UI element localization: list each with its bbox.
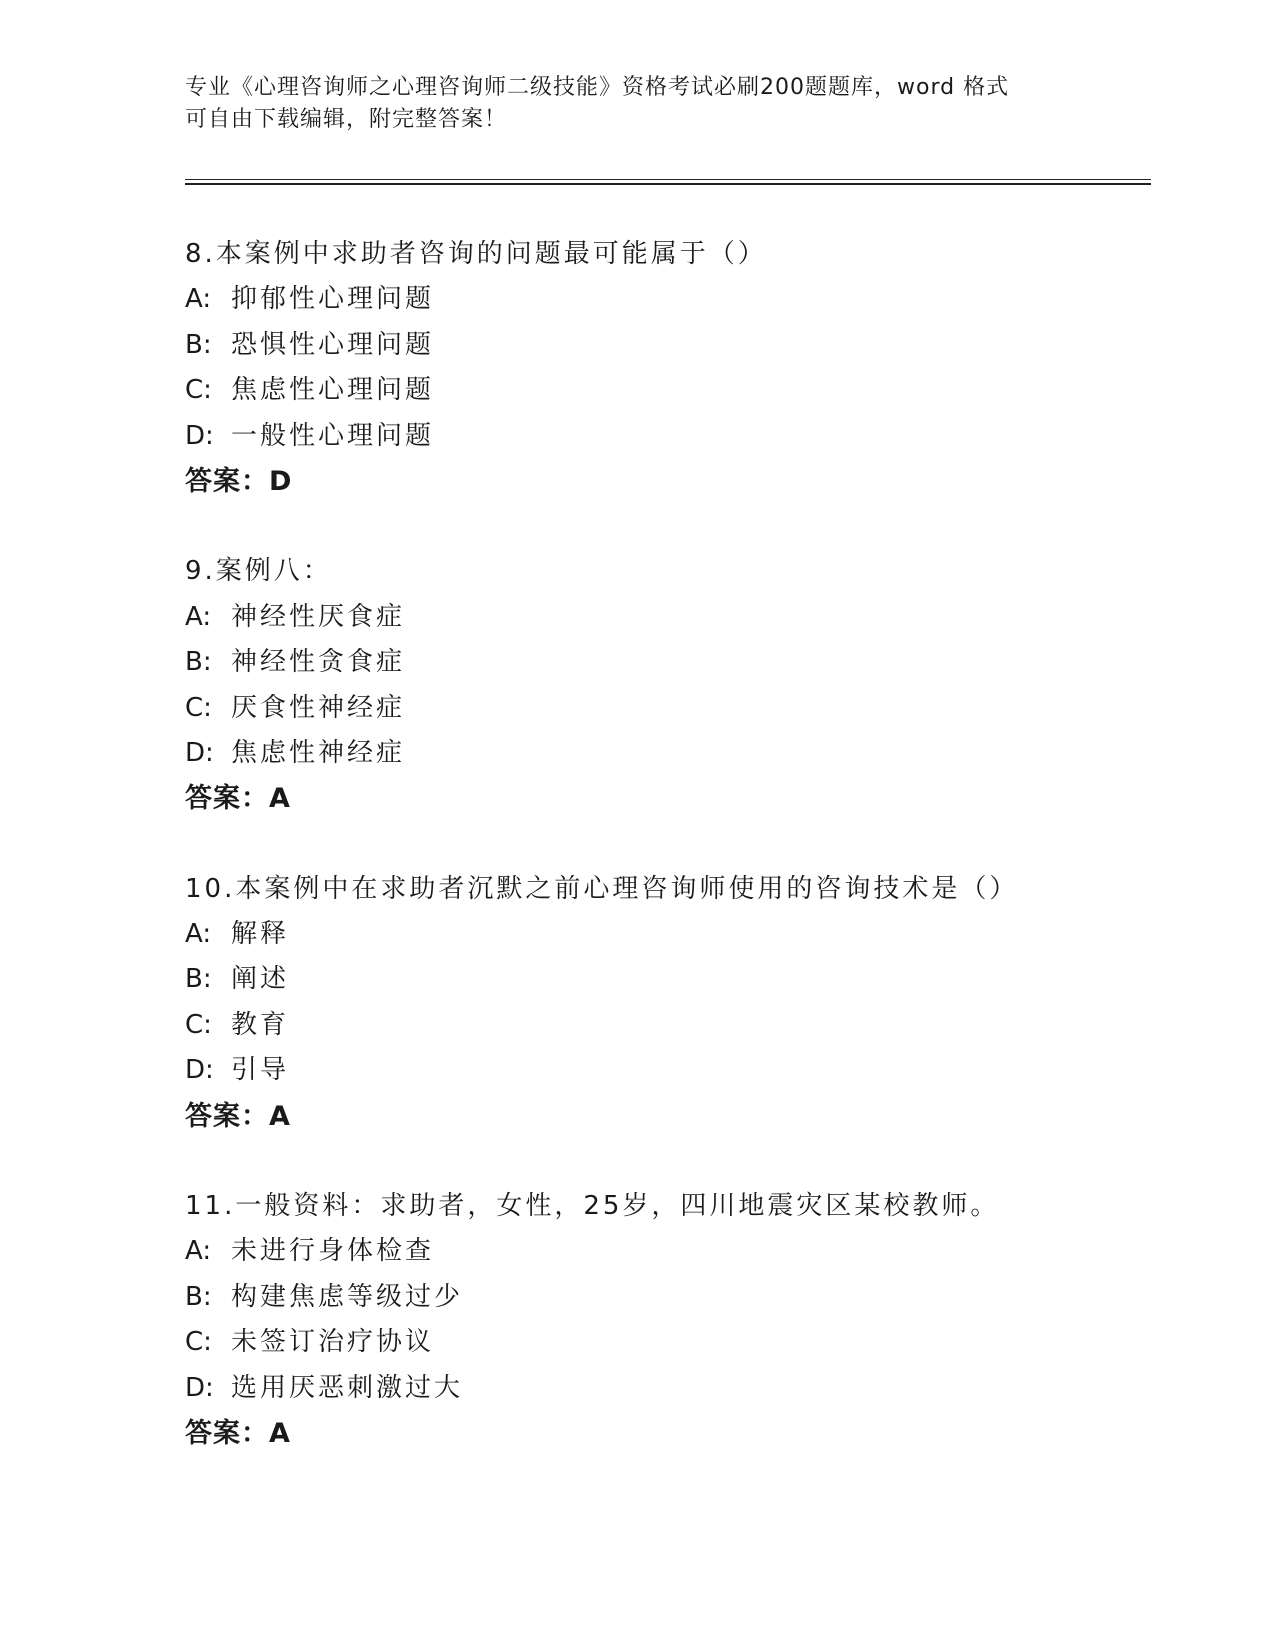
option-text: 阐述	[231, 964, 290, 995]
question-stem: 8.本案例中求助者咨询的问题最可能属于（）	[185, 239, 767, 269]
option-key: A:	[185, 1236, 212, 1267]
option-b	[185, 1275, 1145, 1320]
answer: 答案：A	[185, 1100, 291, 1132]
option-text: 未进行身体检查	[231, 1236, 435, 1267]
option-text: 解释	[231, 919, 290, 950]
answer: 答案：A	[185, 783, 291, 815]
header-line-1: 专业《心理咨询师之心理咨询师二级技能》资格考试必刷200题题库，word 格式	[185, 75, 1010, 100]
header-rule-thick	[185, 183, 1151, 185]
option-key: D:	[185, 1372, 214, 1403]
question-10	[185, 867, 1145, 1139]
option-key: B:	[185, 329, 212, 360]
option-key: D:	[185, 737, 214, 768]
question-8	[185, 232, 1145, 504]
question-11	[185, 1184, 1145, 1456]
option-a	[185, 595, 1145, 640]
question-stem: 11.一般资料：求助者，女性，25岁，四川地震灾区某校教师。	[185, 1191, 1000, 1222]
question-stem: 10.本案例中在求助者沉默之前心理咨询师使用的咨询技术是（）	[185, 873, 1019, 904]
option-key: C:	[185, 375, 212, 406]
question-list	[185, 232, 1145, 1501]
question-9	[185, 549, 1145, 821]
option-a	[185, 1229, 1145, 1274]
option-text: 选用厌恶刺激过大	[231, 1372, 464, 1403]
option-key: A:	[185, 919, 212, 950]
option-b	[185, 323, 1145, 368]
option-text: 神经性厌食症	[231, 601, 406, 632]
option-text: 焦虑性心理问题	[231, 375, 435, 406]
answer: 答案：A	[185, 1417, 291, 1449]
option-text: 构建焦虑等级过少	[231, 1281, 464, 1312]
option-d	[185, 414, 1145, 459]
option-text: 神经性贪食症	[231, 647, 406, 678]
option-key: C:	[185, 1009, 212, 1040]
option-key: D:	[185, 1055, 214, 1086]
option-d	[185, 1048, 1145, 1093]
option-c	[185, 368, 1145, 413]
option-c	[185, 686, 1145, 731]
option-text: 焦虑性神经症	[231, 737, 406, 768]
header-line-2: 可自由下载编辑，附完整答案！	[185, 107, 508, 132]
document-header	[185, 72, 1085, 136]
option-c	[185, 1003, 1145, 1048]
option-d	[185, 1366, 1145, 1411]
option-b	[185, 957, 1145, 1002]
option-text: 未签订治疗协议	[231, 1327, 435, 1358]
option-a	[185, 277, 1145, 322]
option-text: 抑郁性心理问题	[231, 284, 435, 315]
header-rule-thin	[185, 179, 1151, 180]
option-text: 厌食性神经症	[231, 692, 406, 723]
option-c	[185, 1320, 1145, 1365]
option-key: A:	[185, 601, 212, 632]
option-b	[185, 640, 1145, 685]
option-text: 教育	[231, 1009, 290, 1040]
option-key: B:	[185, 964, 212, 995]
answer: 答案：D	[185, 465, 293, 497]
option-key: C:	[185, 692, 212, 723]
option-d	[185, 731, 1145, 776]
option-text: 一般性心理问题	[231, 420, 435, 451]
option-key: B:	[185, 647, 212, 678]
option-a	[185, 912, 1145, 957]
option-key: C:	[185, 1327, 212, 1358]
option-text: 恐惧性心理问题	[231, 329, 435, 360]
option-key: D:	[185, 420, 214, 451]
option-key: A:	[185, 284, 212, 315]
option-text: 引导	[231, 1055, 290, 1086]
option-key: B:	[185, 1281, 212, 1312]
question-stem: 9.案例八：	[185, 556, 332, 587]
